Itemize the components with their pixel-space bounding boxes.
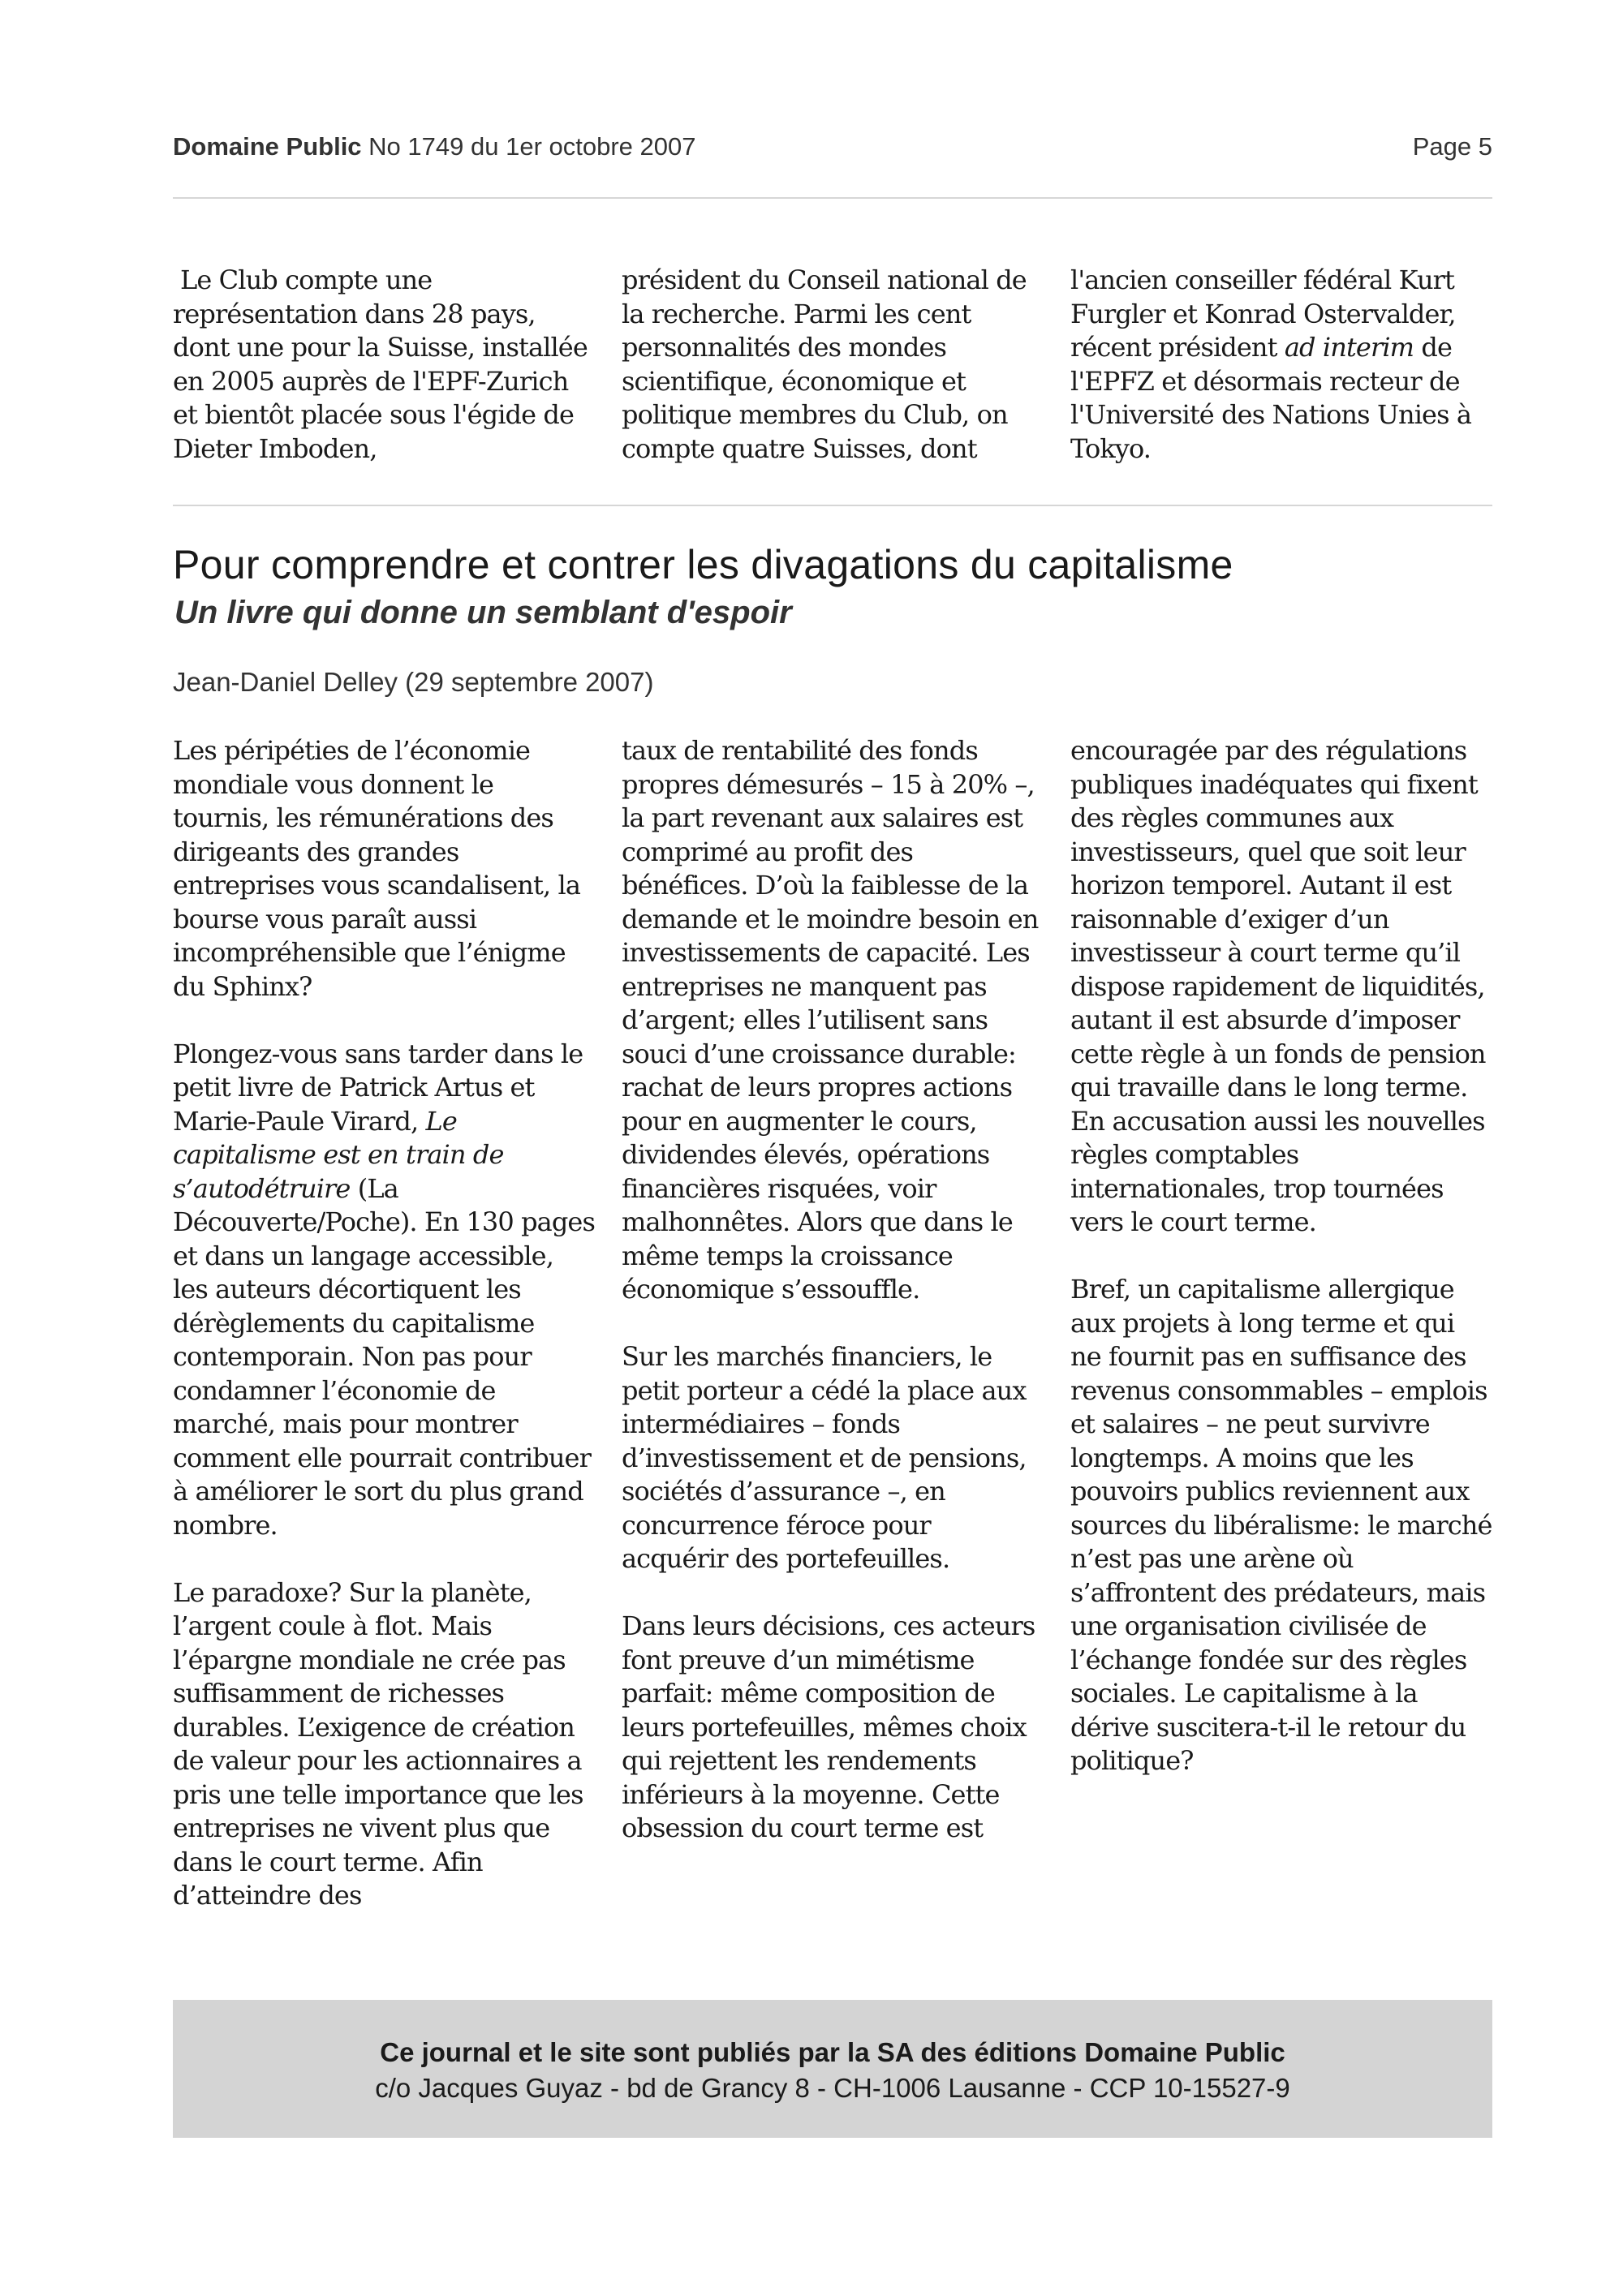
article-column-1 bbox=[173, 734, 595, 1913]
prev-article-column-2 bbox=[622, 264, 1044, 466]
italic-text-run: ad interim bbox=[1284, 332, 1414, 363]
article-paragraph: Les péripéties de l’économie mondiale vous donnent le tournis, les rémunérations des dirigeants des grandes entreprises vous scandalisent, la bourse vous paraît aussi incompréhensible que l’énigme du Sphinx? bbox=[173, 735, 581, 1002]
header-rule bbox=[173, 197, 1492, 199]
article-paragraph: Sur les marchés financiers, le petit porteur a cédé la place aux intermédiaires – fonds d’investissement et de pensions, sociétés d’assurance –, en concurrence féroce pour acquérir des portefeuilles. bbox=[622, 1341, 1027, 1574]
article-paragraph: Le paradoxe? Sur la planète, l’argent coule à flot. Mais l’épargne mondiale ne crée pas suffisamment de richesses durables. L’exigence de création de valeur pour les actionnaires a pris une telle importance que les entreprises ne vivent plus que dans le court terme. Afin d’atteindre des bbox=[173, 1576, 583, 1911]
running-header bbox=[173, 132, 1492, 161]
article-paragraph bbox=[173, 1038, 595, 1543]
section-rule bbox=[173, 505, 1492, 506]
article-paragraph: Bref, un capitalisme allergique aux projets à long terme et qui ne fournit pas en suffisance des revenus consommables – emplois et salaires – ne peut survivre longtemps. A moins que les pouvoirs publics reviennent aux sources du libéralisme: le marché n’est pas une arène où s’affrontent des prédateurs, mais une organisation civilisée de l’échange fondée sur des règles sociales. Le capitalisme à la dérive suscitera-t-il le retour du politique? bbox=[1070, 1274, 1492, 1776]
publication-name: Domaine Public bbox=[173, 132, 362, 161]
page-number: Page 5 bbox=[1412, 132, 1492, 161]
prev-article-paragraph: président du Conseil national de la recherche. Parmi les cent personnalités des mondes scientifique, économique et politique membres du Club, on compte quatre Suisses, dont bbox=[622, 264, 1027, 464]
publisher-address: c/o Jacques Guyaz - bd de Grancy 8 - CH-1006 Lausanne - CCP 10-15527-9 bbox=[375, 2073, 1290, 2103]
previous-article-columns bbox=[173, 264, 1492, 466]
article-columns bbox=[173, 734, 1492, 1913]
article-column-3 bbox=[1070, 734, 1492, 1913]
article-byline: Jean-Daniel Delley (29 septembre 2007) bbox=[173, 667, 654, 697]
text-run: l'ancien conseiller fédéral Kurt Furgler et Konrad Ostervalder, récent président bbox=[1070, 264, 1456, 363]
book-title: Le capitalisme est en train de s’autodétruire bbox=[173, 1105, 504, 1204]
text-run: Plongez-vous sans tarder dans le petit livre de Patrick Artus et Marie-Paule Virard, bbox=[173, 1038, 583, 1137]
publisher-footer bbox=[173, 2000, 1492, 2138]
text-run: de l'EPFZ et désormais recteur de l'Université des Nations Unies à Tokyo. bbox=[1070, 332, 1472, 464]
prev-article-column-3 bbox=[1070, 264, 1492, 466]
article-paragraph: Dans leurs décisions, ces acteurs font preuve d’un mimétisme parfait: même composition de leurs portefeuilles, mêmes choix qui rejettent les rendements inférieurs à la moyenne. Cette obsession du court terme est bbox=[622, 1610, 1035, 1843]
issue-info: No 1749 du 1er octobre 2007 bbox=[368, 132, 696, 161]
article-title: Pour comprendre et contrer les divagations du capitalisme bbox=[173, 542, 1233, 587]
prev-article-paragraph bbox=[1070, 264, 1492, 466]
article-paragraph: encouragée par des régulations publiques inadéquates qui fixent des règles communes aux investisseurs, quel que soit leur horizon temporel. Autant il est raisonnable d’exiger d’un investisseur à court terme qu’il dispose rapidement de liquidités, autant il est absurde d’imposer cette règle à un fonds de pension qui travaille dans le long terme. En accusation aussi les nouvelles règles comptables internationales, trop tournées vers le court terme. bbox=[1070, 735, 1486, 1237]
prev-article-column-1 bbox=[173, 264, 595, 466]
publisher-line: Ce journal et le site sont publiés par la SA des éditions Domaine Public bbox=[380, 2037, 1285, 2067]
text-run: (La Découverte/Poche). En 130 pages et dans un langage accessible, les auteurs décortiquent les dérèglements du capitalisme contemporain. Non pas pour condamner l’économie de marché, mais pour montrer comment elle pourrait contribuer à améliorer le sort du plus grand nombre. bbox=[173, 1172, 595, 1541]
article-column-2 bbox=[622, 734, 1044, 1913]
article-paragraph: taux de rentabilité des fonds propres démesurés – 15 à 20% –, la part revenant aux salaires est comprimé au profit des bénéfices. D’où la faiblesse de la demande et le moindre besoin en investissements de capacité. Les entreprises ne manquent pas d’argent; elles l’utilisent sans souci d’une croissance durable: rachat de leurs propres actions pour en augmenter le cours, dividendes élevés, opérations financières risquées, voir malhonnêtes. Alors que dans le même temps la croissance économique s’essouffle. bbox=[622, 735, 1039, 1305]
article-subtitle: Un livre qui donne un semblant d'espoir bbox=[174, 595, 792, 630]
prev-article-paragraph: Le Club compte une représentation dans 28 pays, dont une pour la Suisse, installée en 2005 auprès de l'EPF-Zurich et bientôt placée sous l'égide de Dieter Imboden, bbox=[173, 264, 588, 464]
